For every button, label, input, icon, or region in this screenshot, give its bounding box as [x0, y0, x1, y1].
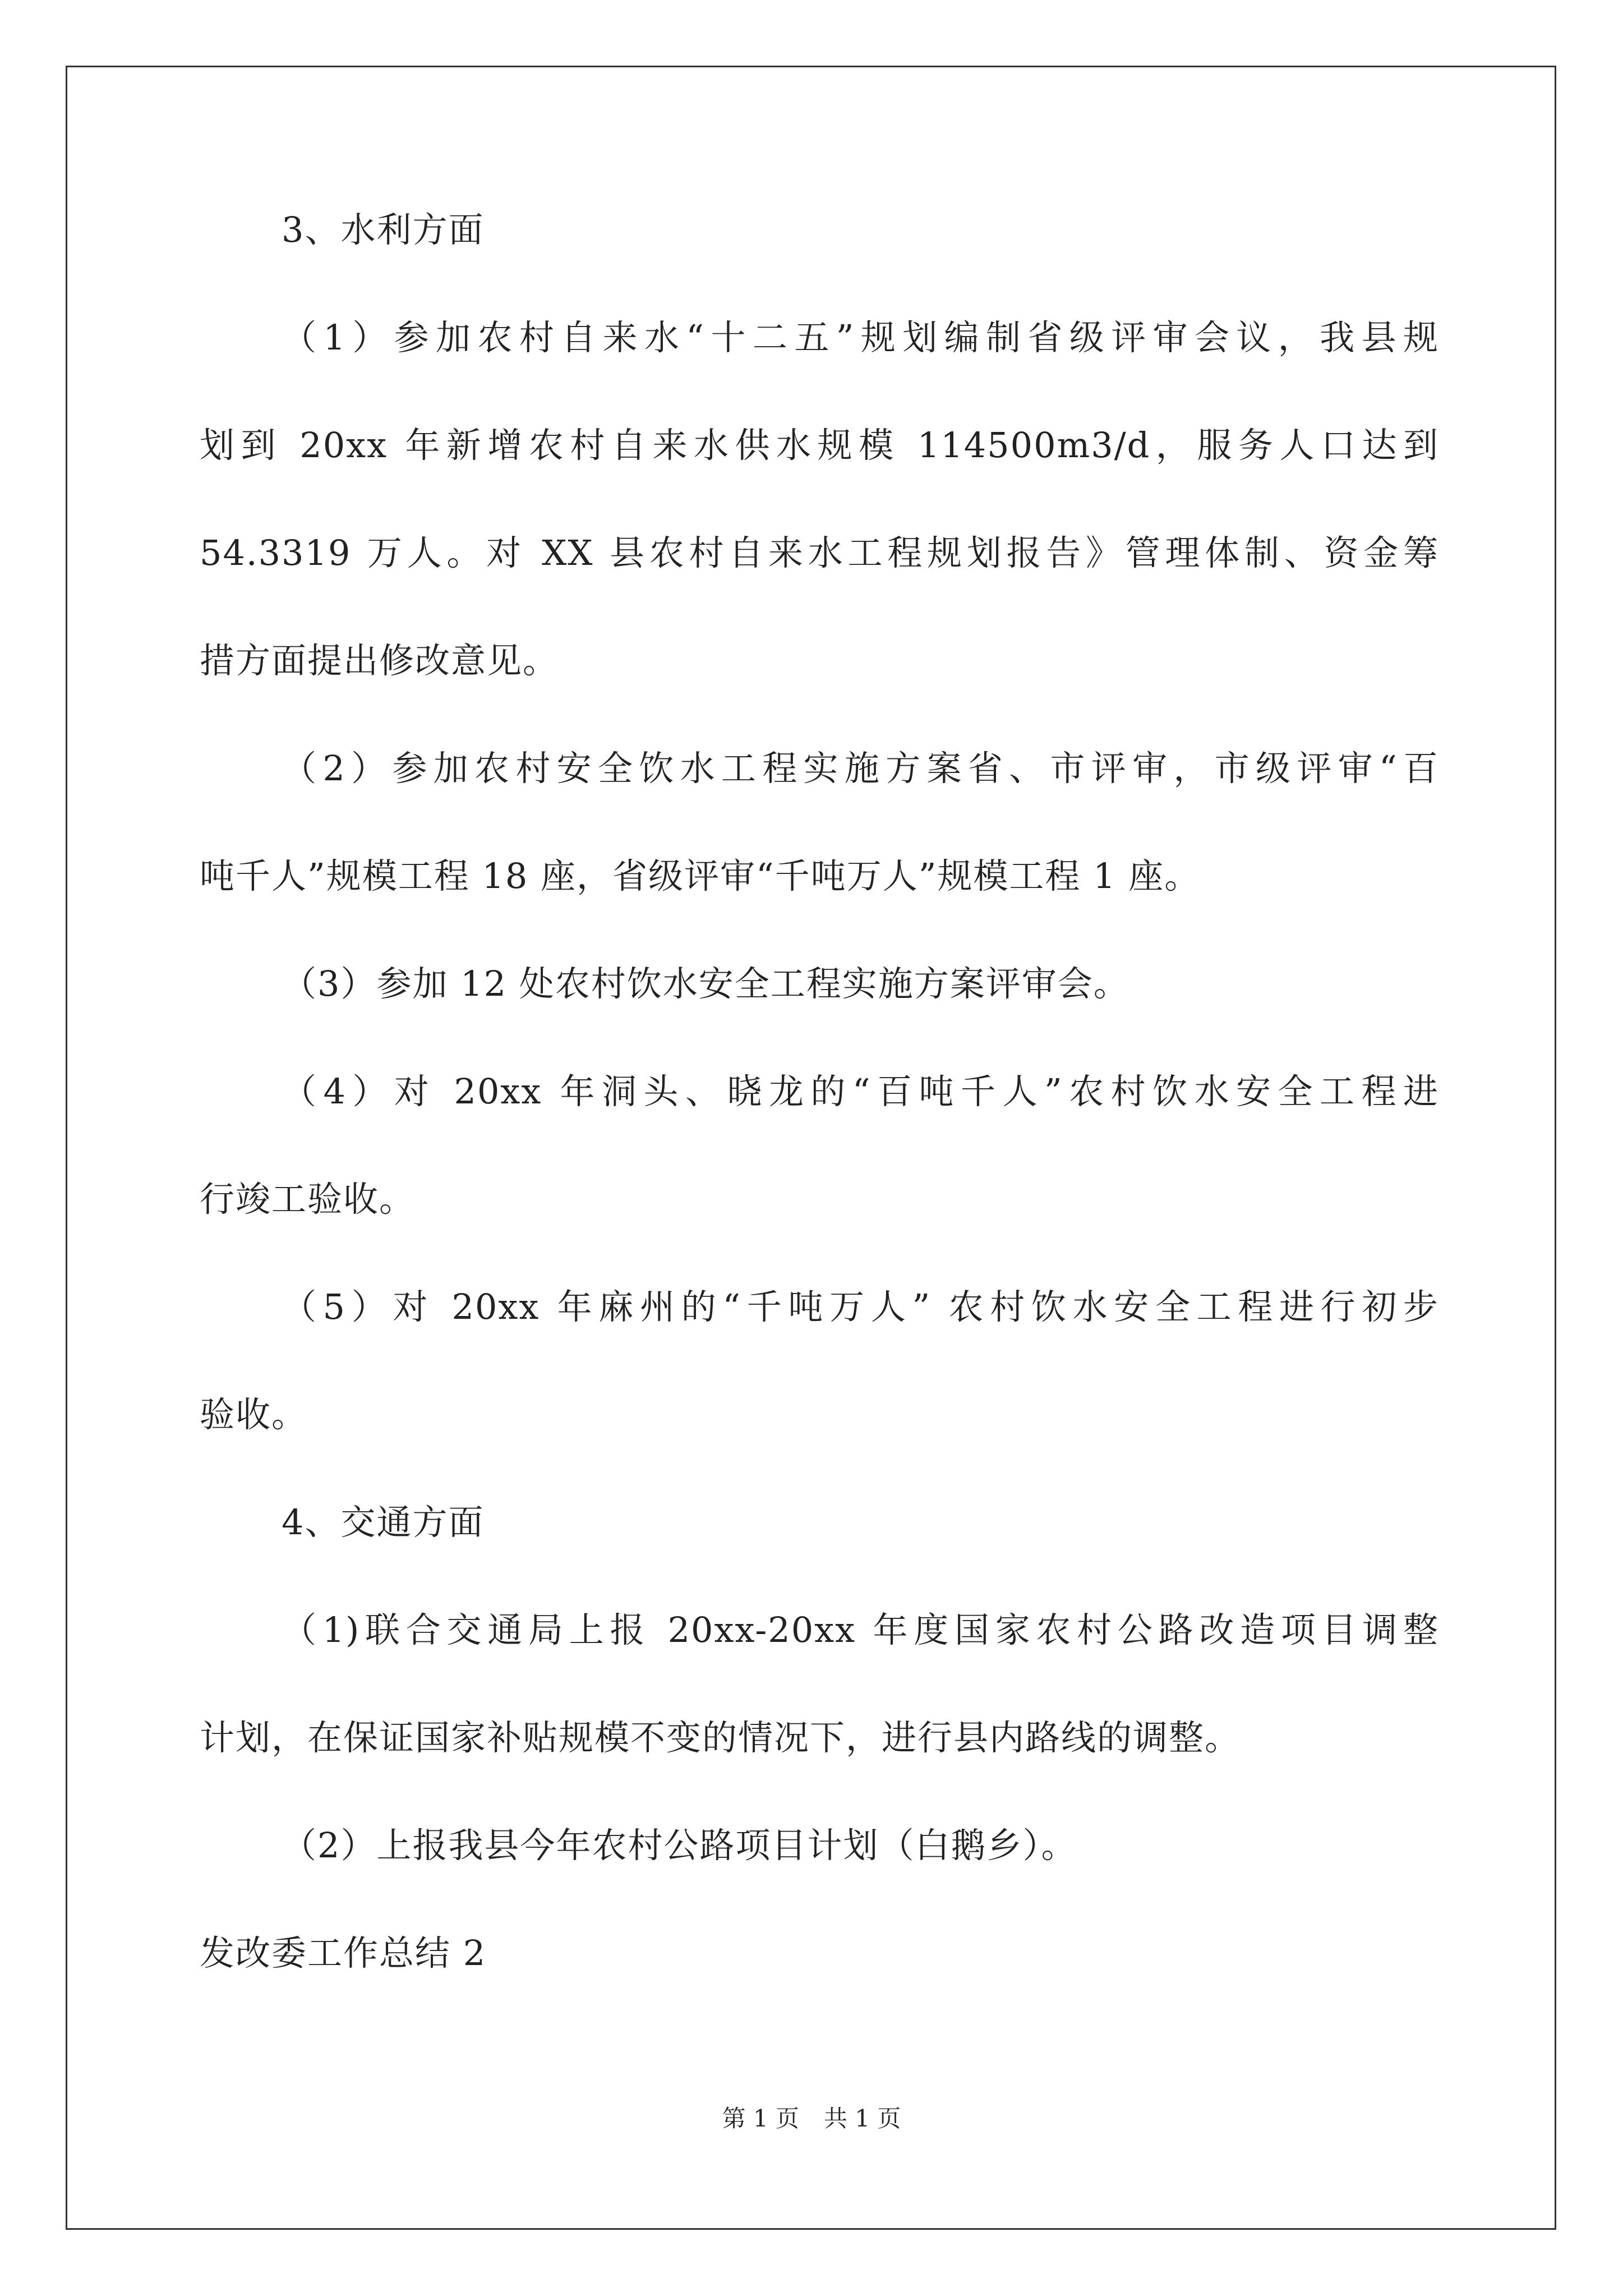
section-heading-transport: 4、交通方面	[282, 1502, 485, 1543]
paragraph-line: （1)联合交通局上报 20xx-20xx 年度国家农村公路改造项目调整	[282, 1609, 1439, 1650]
page-footer	[0, 2105, 1623, 2133]
paragraph-line: 吨千人”规模工程 18 座，省级评审“千吨万人”规模工程 1 座。	[200, 855, 1201, 896]
paragraph-line: 54.3319 万人。对 XX 县农村自来水工程规划报告》管理体制、资金筹	[200, 532, 1439, 573]
paragraph-line: 验收。	[200, 1394, 308, 1435]
page-number: 第 1 页	[722, 2105, 799, 2132]
paragraph-line: 计划，在保证国家补贴规模不变的情况下，进行县内路线的调整。	[200, 1717, 1241, 1758]
paragraph-line: （2）上报我县今年农村公路项目计划（白鹅乡）。	[282, 1825, 1077, 1866]
page-border	[66, 66, 1556, 2230]
paragraph-line: （5）对 20xx 年麻州的“千吨万人” 农村饮水安全工程进行初步	[282, 1286, 1439, 1327]
paragraph-line: 措方面提出修改意见。	[200, 640, 559, 681]
section-heading-water: 3、水利方面	[282, 209, 485, 250]
paragraph-line: （1）参加农村自来水“十二五”规划编制省级评审会议，我县规	[282, 317, 1439, 358]
paragraph-line: （3）参加 12 处农村饮水安全工程实施方案评审会。	[282, 963, 1129, 1004]
paragraph-line: （4）对 20xx 年洞头、晓龙的“百吨千人”农村饮水安全工程进	[282, 1071, 1439, 1112]
paragraph-line: 划到 20xx 年新增农村自来水供水规模 114500m3/d，服务人口达到	[200, 425, 1439, 466]
document-title: 发改委工作总结 2	[200, 1932, 487, 1973]
page-total: 共 1 页	[824, 2105, 901, 2132]
paragraph-line: 行竣工验收。	[200, 1179, 416, 1220]
paragraph-line: （2）参加农村安全饮水工程实施方案省、市评审，市级评审“百	[282, 748, 1439, 789]
